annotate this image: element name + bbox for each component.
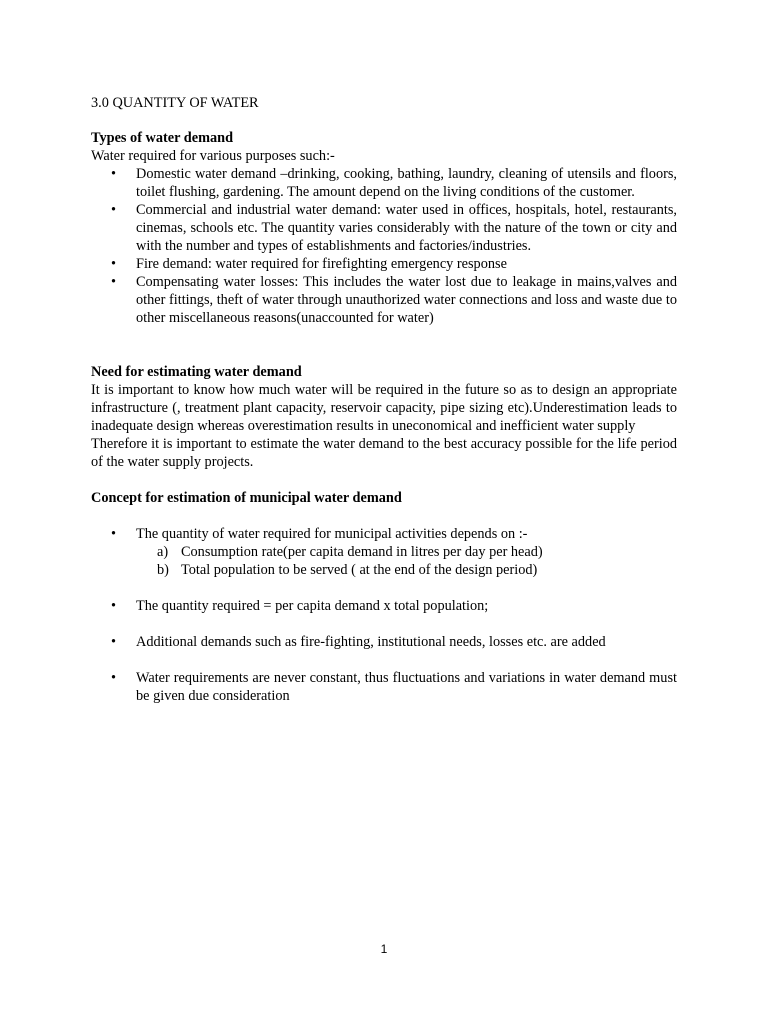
list-item (91, 633, 677, 651)
types-heading: Types of water demand (91, 130, 234, 146)
sub-list-item-text: Consumption rate(per capita demand in litres per day per head) (181, 544, 543, 560)
list-item-text: Additional demands such as fire-fighting, institutional needs, losses etc. are added (136, 634, 606, 650)
page-number: 1 (380, 942, 388, 956)
bullet-icon: • (111, 256, 117, 272)
sub-list-marker: b) (157, 562, 169, 578)
sub-list-item (136, 561, 677, 579)
list-item-text: Compensating water losses: This includes the water lost due to leakage in mains,valves and other fittings, theft of water through unauthorized water connections and loss and waste due to other miscellaneous reasons(unaccounted for water) (136, 274, 677, 326)
sub-list (136, 543, 677, 579)
list-item (91, 165, 677, 201)
bullet-icon: • (111, 202, 117, 218)
types-bullet-list (91, 165, 677, 327)
list-item (91, 669, 677, 705)
types-intro: Water required for various purposes such:- (91, 148, 335, 164)
concept-bullet-list (91, 525, 677, 705)
need-paragraph-2: Therefore it is important to estimate the water demand to the best accuracy possible for the life period of the water supply projects. (91, 436, 677, 470)
list-item-text: Domestic water demand –drinking, cooking, bathing, laundry, cleaning of utensils and floors, toilet flushing, gardening. The amount depend on the living conditions of the customer. (136, 166, 677, 200)
need-paragraph-1: It is important to know how much water will be required in the future so as to design an appropriate infrastructure (, treatment plant capacity, reservoir capacity, pipe sizing etc).Underestimation leads to inadequate design whereas overestimation results in uneconomical and inefficient water supply (91, 382, 677, 434)
page-content (91, 94, 677, 723)
bullet-icon: • (111, 634, 117, 650)
bullet-icon: • (111, 670, 117, 686)
bullet-icon: • (111, 598, 117, 614)
list-item-text: Fire demand: water required for firefighting emergency response (136, 256, 507, 272)
sub-list-item (136, 543, 677, 561)
bullet-icon: • (111, 526, 117, 542)
concept-heading: Concept for estimation of municipal water demand (91, 490, 402, 506)
need-heading: Need for estimating water demand (91, 364, 302, 380)
bullet-icon: • (111, 166, 117, 182)
list-item (91, 525, 677, 579)
spacer (91, 327, 677, 363)
list-item (91, 201, 677, 255)
list-item (91, 273, 677, 327)
sub-list-item-text: Total population to be served ( at the end of the design period) (181, 562, 538, 578)
list-item (91, 255, 677, 273)
spacer (91, 507, 677, 525)
sub-list-marker: a) (157, 544, 169, 560)
section-title: 3.0 QUANTITY OF WATER (91, 95, 259, 111)
list-item-text: Commercial and industrial water demand: water used in offices, hospitals, hotel, restaurants, cinemas, schools etc. The quantity varies considerably with the nature of the town or city and with the number and types of establishments and factories/industries. (136, 202, 677, 254)
bullet-icon: • (111, 274, 117, 290)
list-item (91, 597, 677, 615)
spacer (91, 471, 677, 489)
list-item-text: Water requirements are never constant, thus fluctuations and variations in water demand must be given due consideration (136, 670, 677, 704)
list-item-text: The quantity of water required for municipal activities depends on :- (136, 526, 528, 542)
list-item-text: The quantity required = per capita demand x total population; (136, 598, 489, 614)
